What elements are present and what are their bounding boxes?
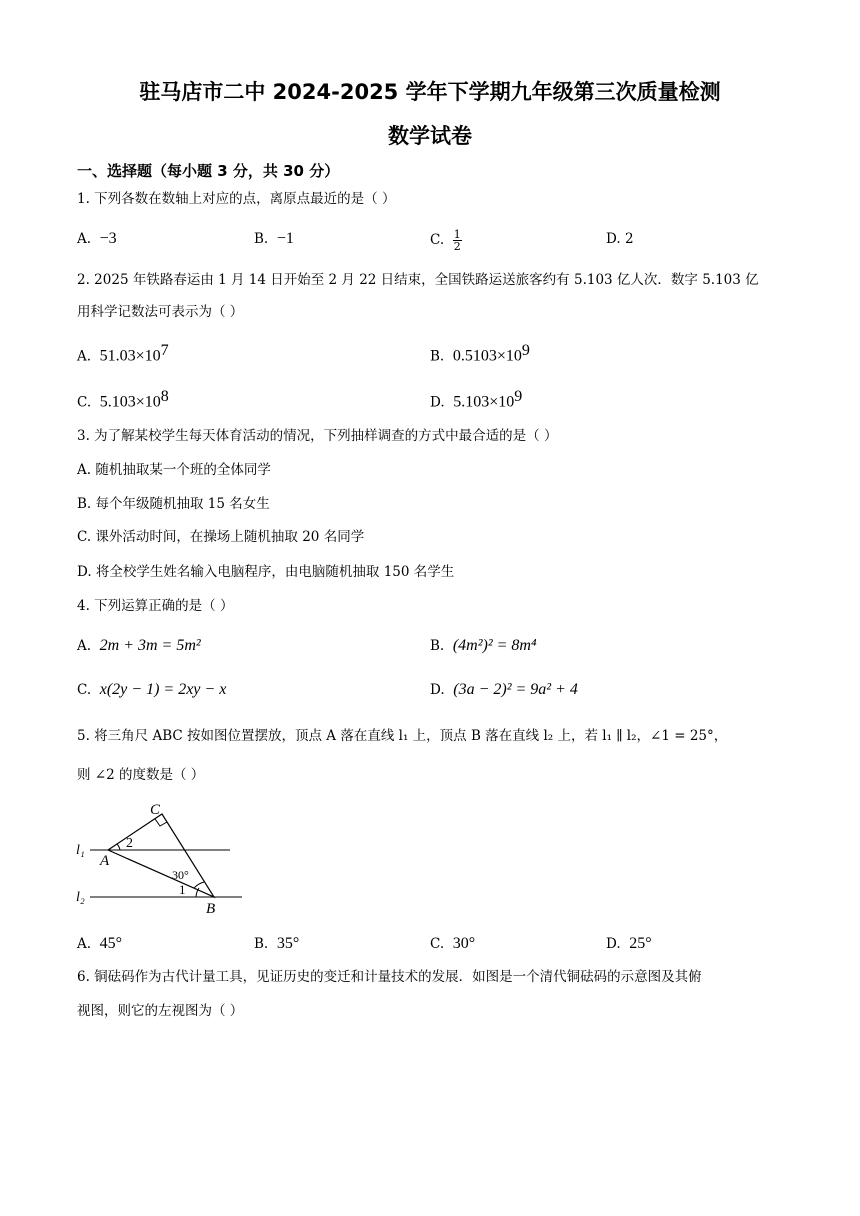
q4-option-a: A. 2m + 3m = 5m² [77,637,201,654]
q4-option-c: C. x(2y − 1) = 2xy − x [77,681,227,698]
q1-option-c: C. $\frac{1}{2}$ [430,228,461,253]
q2-option-a: A. $51.03\times 10^7$ [77,342,169,365]
exam-subtitle: 数学试卷 [388,124,472,148]
q1-option-d: D. 2 [606,231,634,247]
q4-option-d: D. (3a − 2)² = 9a² + 4 [430,681,578,698]
label-c: C [150,802,161,818]
q5-option-d: D. 25° [606,935,652,952]
q3-stem: 3. 为了解某校学生每天体育活动的情况，下列抽样调查的方式中最合适的是（ ） [77,428,558,444]
q4-stem: 4. 下列运算正确的是（ ） [77,598,234,614]
angle-b-arc [194,882,204,888]
q2-option-c: C. $5.103\times 10^8$ [77,388,169,411]
q2-stem-line2: 用科学记数法可表示为（ ） [77,304,244,320]
label-l2: l₂ [76,890,85,905]
fraction: $\frac{1}{2}$ [453,228,461,253]
q2-option-b: B. $0.5103\times 10^9$ [430,342,530,365]
angle-2-arc [117,844,120,850]
q3-option-d: D. 将全校学生姓名输入电脑程序，由电脑随机抽取 150 名学生 [77,564,455,580]
label-b: B [206,901,216,917]
q3-option-c: C. 课外活动时间，在操场上随机抽取 20 名同学 [77,529,365,545]
q5-stem-line1: 5. 将三角尺 ABC 按如图位置摆放，顶点 A 落在直线 l₁ 上，顶点 B 落在直线 l₂ 上，若 l₁ ∥ l₂，∠1 = 25°， [77,728,728,744]
q1-option-b: B. −1 [254,230,294,247]
q1-option-a: A. −3 [77,230,117,247]
label-angle-1: 1 [179,882,186,897]
q2-stem-line1: 2. 2025 年铁路春运由 1 月 14 日开始至 2 月 22 日结束，全国铁路运送旅客约有 5.103 亿人次．数字 5.103 亿 [77,272,759,288]
q5-option-a: A. 45° [77,935,123,952]
triangle-figure [72,798,242,920]
q5-stem-line2: 则 ∠2 的度数是（ ） [77,767,205,783]
label-a: A [100,853,110,869]
label-30-degrees: 30° [172,868,189,882]
q3-option-a: A. 随机抽取某一个班的全体同学 [77,462,271,478]
label-l1: l₁ [76,843,85,858]
section-heading: 一、选择题（每小题 3 分，共 30 分） [77,162,340,180]
q6-stem-line1: 6. 铜砝码作为古代计量工具，见证历史的变迁和计量技术的发展．如图是一个清代铜砝码的示意图及其俯 [77,969,702,985]
q5-option-b: B. 35° [254,935,300,952]
label-angle-2: 2 [126,836,133,851]
q6-stem-line2: 视图，则它的左视图为（ ） [77,1003,244,1019]
q3-option-b: B. 每个年级随机抽取 15 名女生 [77,496,270,512]
q1-stem: 1. 下列各数在数轴上对应的点，离原点最近的是（ ） [77,191,396,207]
q5-option-c: C. 30° [430,935,476,952]
q2-option-d: D. $5.103\times 10^9$ [430,388,523,411]
exam-title: 驻马店市二中 2024-2025 学年下学期九年级第三次质量检测 [139,80,721,104]
q4-option-b: B. (4m²)² = 8m⁴ [430,637,537,654]
